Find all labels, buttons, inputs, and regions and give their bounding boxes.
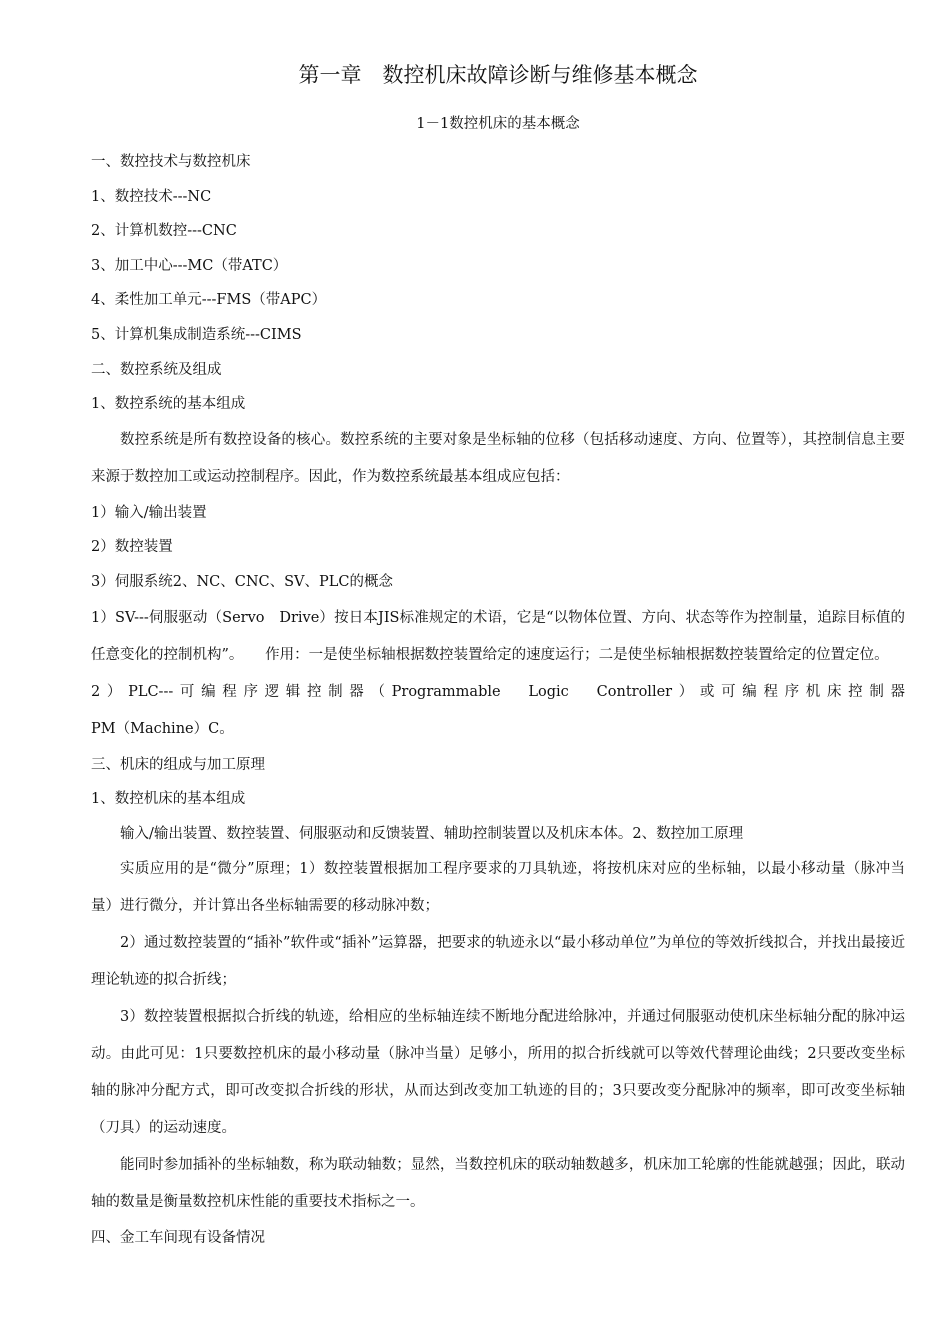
heading-3: 三、机床的组成与加工原理 — [91, 756, 265, 773]
paragraph-system-core: 数控系统是所有数控设备的核心。数控系统的主要对象是坐标轴的位移（包括移动速度、方向、位置等），其控制信息主要来源于数控加工或运动控制程序。因此，作为数控系统最基本组成应包括： — [91, 431, 905, 485]
paragraph-plc-line1: 2）PLC---可编程序逻辑控制器（Programmable Logic Controller）或可编程序机床控制器 — [91, 683, 905, 700]
heading-1: 一、数控技术与数控机床 — [91, 154, 251, 170]
list-item-fms: 4、柔性加工单元---FMS（带APC） — [91, 292, 327, 309]
list-item-cnc: 2、计算机数控---CNC — [91, 223, 237, 240]
paragraph-principle-2: 2）通过数控装置的“插补”软件或“插补”运算器，把要求的轨迹永以“最小移动单位”为单位的等效折线拟合，并找出最接近理论轨迹的拟合折线； — [91, 935, 905, 989]
list-item-cims: 5、计算机集成制造系统---CIMS — [91, 326, 302, 343]
heading-2: 二、数控系统及组成 — [91, 361, 222, 378]
section-title: 1－1数控机床的基本概念 — [416, 116, 580, 132]
list-item-nc-device: 2）数控装置 — [91, 539, 173, 556]
list-item-nc: 1、数控技术---NC — [91, 188, 212, 205]
list-item-io: 1）输入/输出装置 — [91, 504, 207, 521]
document-page — [91, 56, 905, 1256]
paragraph-plc-line2: PM（Machine）C。 — [91, 720, 234, 737]
paragraph-machine-parts: 输入/输出装置、数控装置、伺服驱动和反馈装置、辅助控制装置以及机床本体。2、数控加工原理 — [120, 825, 744, 842]
paragraph-principle-3: 3）数控装置根据拟合折线的轨迹，给相应的坐标轴连续不断地分配进给脉冲，并通过伺服驱动使机床坐标轴分配的脉冲运动。由此可见：1只要数控机床的最小移动量（脉冲当量）足够小，所用的拟合折线就可以等效代替理论曲线；2只要改变坐标轴的脉冲分配方式，即可改变拟合折线的形状，从而达到改变加工轨迹的目的；3只要改变分配脉冲的频率，即可改变坐标轴（刀具）的运动速度。 — [91, 1009, 905, 1137]
subheading-system-composition: 1、数控系统的基本组成 — [91, 396, 246, 413]
list-item-mc: 3、加工中心---MC（带ATC） — [91, 257, 288, 274]
heading-4: 四、金工车间现有设备情况 — [91, 1230, 265, 1247]
subheading-machine-composition: 1、数控机床的基本组成 — [91, 791, 246, 808]
paragraph-linkage-axes: 能同时参加插补的坐标轴数，称为联动轴数；显然，当数控机床的联动轴数越多，机床加工轮廓的性能就越强；因此，联动轴的数量是衡量数控机床性能的重要技术指标之一。 — [91, 1157, 905, 1211]
chapter-title: 第一章 数控机床故障诊断与维修基本概念 — [298, 63, 698, 87]
paragraph-principle-1: 实质应用的是“微分”原理；1）数控装置根据加工程序要求的刀具轨迹，将按机床对应的坐标轴，以最小移动量（脉冲当量）进行微分，并计算出各坐标轴需要的移动脉冲数； — [91, 861, 905, 915]
paragraph-sv: 1）SV---伺服驱动（Servo Drive）按日本JIS标准规定的术语，它是“以物体位置、方向、状态等作为控制量，追踪目标值的任意变化的控制机构”。 作用：一是使坐标轴根据数控装置给定的速度运行；二是使坐标轴根据数控装置给定的位置定位。 — [91, 609, 905, 663]
list-item-servo: 3）伺服系统2、NC、CNC、SV、PLC的概念 — [91, 573, 393, 590]
